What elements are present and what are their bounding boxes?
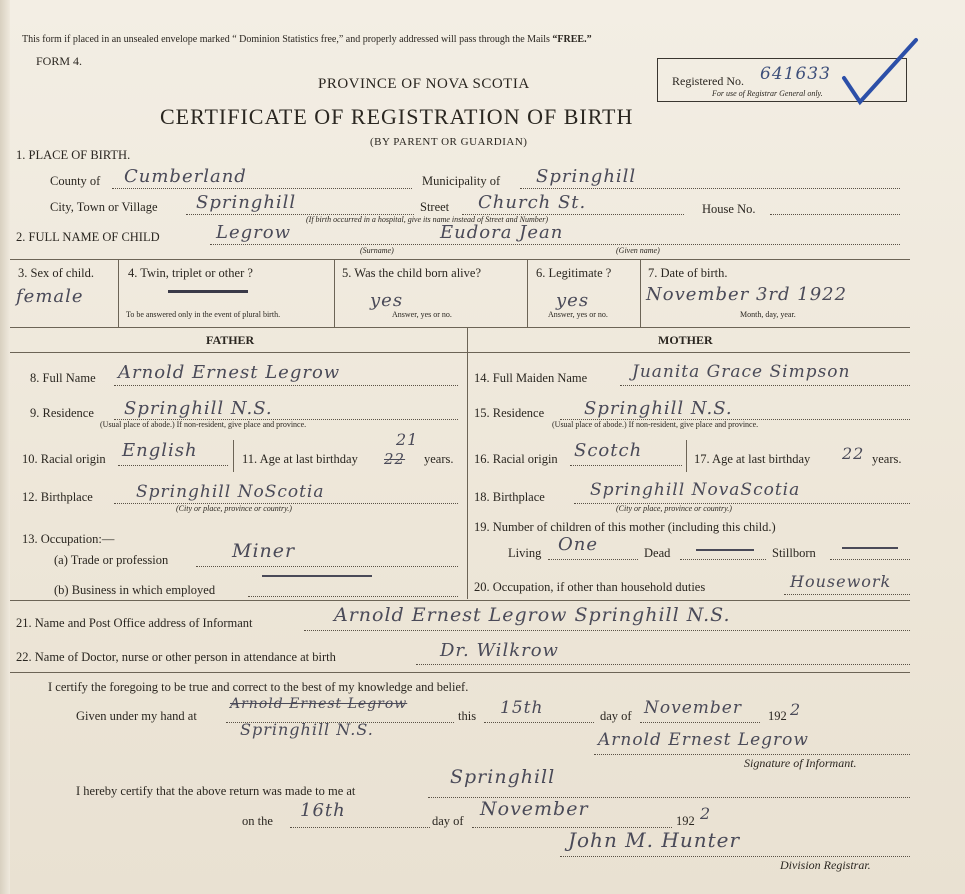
mail-notice-free: “FREE.” [552, 34, 592, 45]
alive-label: 5. Was the child born alive? [342, 266, 482, 280]
doctor-line [416, 664, 910, 665]
rule [10, 600, 910, 601]
informant-value: Arnold Ernest Legrow Springhill N.S. [334, 604, 731, 626]
mother-racial-line [570, 465, 682, 466]
mother-age-value: 22 [842, 444, 865, 463]
father-age-unit: years. [424, 452, 454, 466]
registrar-year-prefix: 192 [676, 814, 695, 828]
sex-label: 3. Sex of child. [18, 266, 95, 280]
father-residence-label: 9. Residence [30, 406, 94, 420]
day-of-label: day of [600, 709, 632, 723]
county-label: County of [50, 174, 101, 188]
child-name-line [210, 244, 900, 245]
column-divider [467, 327, 468, 599]
house-number-label: House No. [702, 202, 756, 216]
registered-note: For use of Registrar General only. [712, 89, 823, 98]
given-place-value-2: Springhill N.S. [240, 720, 374, 739]
registrar-day-of-label: day of [432, 814, 464, 828]
registrar-day-value: 16th [300, 800, 346, 821]
given-under-label: Given under my hand at [76, 709, 197, 723]
on-the-label: on the [242, 814, 273, 828]
rule [10, 259, 910, 260]
twin-note: To be answered only in the event of plural birth. [126, 310, 281, 319]
father-age-struck: 22 [384, 450, 406, 468]
form-number: FORM 4. [36, 54, 83, 68]
father-name-label: 8. Full Name [30, 371, 96, 385]
stillborn-dash [842, 547, 898, 549]
child-given-value: Eudora Jean [440, 222, 564, 243]
informant-label: 21. Name and Post Office address of Informant [16, 616, 253, 630]
trade-value: Miner [232, 540, 296, 562]
father-occupation-label: 13. Occupation:— [22, 532, 115, 546]
informant-line [304, 630, 910, 631]
mother-occupation-label: 20. Occupation, if other than household duties [474, 580, 706, 594]
doctor-label: 22. Name of Doctor, nurse or other person in attendance at birth [16, 650, 336, 664]
house-number-line [770, 214, 900, 215]
mother-racial-label: 16. Racial origin [474, 452, 558, 466]
province-heading: PROVINCE OF NOVA SCOTIA [318, 76, 530, 92]
trade-line [196, 566, 458, 567]
check-mark-icon [838, 36, 922, 108]
legitimate-label: 6. Legitimate ? [536, 266, 612, 280]
father-name-value: Arnold Ernest Legrow [118, 362, 341, 383]
trade-label: (a) Trade or profession [54, 553, 169, 567]
given-year-value: 2 [790, 700, 802, 719]
father-birthplace-value: Springhill NoScotia [136, 482, 325, 502]
father-heading: FATHER [206, 333, 255, 347]
street-label: Street [420, 200, 450, 214]
mother-heading: MOTHER [658, 333, 713, 347]
dead-line [680, 559, 766, 560]
registrar-signature: John M. Hunter [568, 828, 741, 852]
divider [334, 259, 335, 327]
given-place-value: Arnold Ernest Legrow [230, 696, 408, 712]
living-label: Living [508, 546, 542, 560]
street-value: Church St. [478, 192, 587, 213]
mother-occupation-value: Housework [790, 572, 892, 591]
certificate-title: CERTIFICATE OF REGISTRATION OF BIRTH [160, 104, 634, 129]
father-racial-line [118, 465, 228, 466]
father-racial-value: English [122, 440, 198, 461]
child-surname-value: Legrow [216, 222, 291, 243]
registrar-caption: Division Registrar. [780, 858, 871, 872]
father-age-label: 11. Age at last birthday [242, 452, 358, 466]
county-value: Cumberland [124, 166, 247, 187]
legitimate-note: Answer, yes or no. [548, 310, 608, 319]
mail-notice [22, 34, 592, 45]
father-name-line [114, 385, 458, 386]
living-line [548, 559, 638, 560]
registered-label: Registered No. [672, 74, 744, 88]
divider [686, 440, 687, 472]
informant-signature: Arnold Ernest Legrow [598, 730, 809, 750]
rule [10, 327, 910, 328]
registrar-year-value: 2 [700, 804, 712, 823]
city-label: City, Town or Village [50, 200, 158, 214]
informant-signature-line [594, 754, 910, 755]
municipality-line [520, 188, 900, 189]
legitimate-value: yes [556, 290, 590, 311]
mother-birthplace-label: 18. Birthplace [474, 490, 545, 504]
business-line [248, 596, 458, 597]
registered-number: 641633 [760, 64, 831, 84]
year-prefix: 192 [768, 709, 787, 723]
mother-age-unit: years. [872, 452, 902, 466]
sex-value: female [16, 286, 84, 307]
certify-statement: I certify the foregoing to be true and correct to the best of my knowledge and belief. [48, 680, 469, 694]
business-label: (b) Business in which employed [54, 583, 216, 597]
municipality-value: Springhill [536, 166, 637, 187]
business-dash [262, 575, 372, 577]
children-count-label: 19. Number of children of this mother (including this child.) [474, 520, 776, 534]
child-name-label: 2. FULL NAME OF CHILD [16, 230, 160, 244]
day-line [484, 722, 594, 723]
city-value: Springhill [196, 192, 297, 213]
doctor-value: Dr. Wilkrow [440, 640, 559, 661]
stillborn-label: Stillborn [772, 546, 816, 560]
mother-birthplace-value: Springhill NovaScotia [590, 480, 801, 500]
alive-value: yes [370, 290, 404, 311]
registrar-month-value: November [480, 798, 589, 820]
mother-name-label: 14. Full Maiden Name [474, 371, 588, 385]
rule [10, 672, 910, 673]
alive-note: Answer, yes or no. [392, 310, 452, 319]
surname-caption: (Surname) [360, 246, 394, 255]
twin-dash [168, 290, 248, 293]
divider [527, 259, 528, 327]
stillborn-line [830, 559, 910, 560]
registrar-day-line [290, 827, 430, 828]
month-line [640, 722, 760, 723]
mother-racial-value: Scotch [574, 440, 643, 461]
given-name-caption: (Given name) [616, 246, 660, 255]
divider [640, 259, 641, 327]
dead-label: Dead [644, 546, 671, 560]
rule [10, 352, 910, 353]
living-value: One [558, 534, 599, 555]
date-of-birth-value: November 3rd 1922 [646, 284, 848, 305]
divider [233, 440, 234, 472]
father-residence-note: (Usual place of abode.) If non-resident, give place and province. [100, 420, 307, 429]
mother-residence-label: 15. Residence [474, 406, 545, 420]
place-of-birth-heading: 1. PLACE OF BIRTH. [16, 148, 131, 162]
informant-signature-caption: Signature of Informant. [744, 756, 857, 770]
municipality-label: Municipality of [422, 174, 501, 188]
father-birthplace-label: 12. Birthplace [22, 490, 93, 504]
mother-name-line [620, 385, 910, 386]
father-racial-label: 10. Racial origin [22, 452, 106, 466]
mother-name-value: Juanita Grace Simpson [632, 362, 851, 382]
father-age-value: 21 [396, 430, 419, 449]
registrar-statement: I hereby certify that the above return was made to me at [76, 784, 356, 798]
mother-residence-note: (Usual place of abode.) If non-resident, give place and province. [552, 420, 759, 429]
mother-age-label: 17. Age at last birthday [694, 452, 811, 466]
father-birthplace-note: (City or place, province or country.) [176, 504, 292, 513]
mother-occupation-line [784, 594, 910, 595]
dead-dash [696, 549, 754, 551]
given-day-value: 15th [500, 698, 544, 718]
street-note: (If birth occurred in a hospital, give its name instead of Street and Number) [306, 215, 549, 224]
certificate-subtitle: (BY PARENT OR GUARDIAN) [370, 136, 528, 148]
mother-residence-value: Springhill N.S. [584, 398, 733, 419]
divider [118, 259, 119, 327]
this-label: this [458, 709, 477, 723]
registrar-signature-line [560, 856, 910, 857]
mail-notice-prefix: This form if placed in an unsealed envelope marked “ Dominion Statistics free,” and properly addressed will pass through the Mails [22, 34, 553, 45]
date-of-birth-note: Month, day, year. [740, 310, 796, 319]
registrar-place-value: Springhill [450, 766, 556, 788]
date-of-birth-label: 7. Date of birth. [648, 266, 728, 280]
father-residence-value: Springhill N.S. [124, 398, 273, 419]
county-line [112, 188, 412, 189]
mother-birthplace-note: (City or place, province or country.) [616, 504, 732, 513]
paper-edge [0, 0, 10, 894]
twin-label: 4. Twin, triplet or other ? [128, 266, 253, 280]
given-month-value: November [644, 698, 742, 718]
